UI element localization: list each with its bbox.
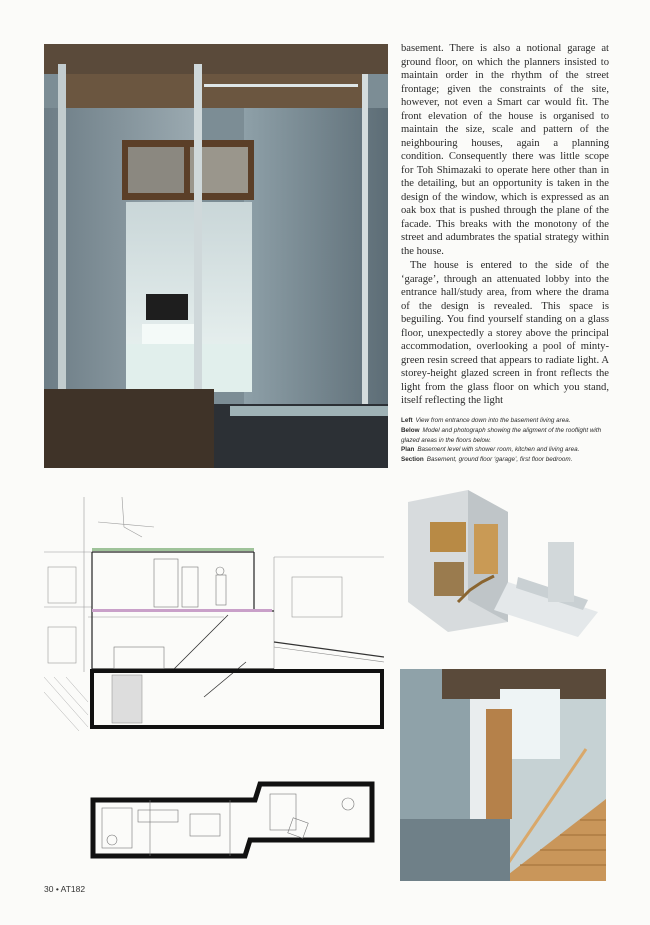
captions [401, 416, 611, 465]
body-paragraph: basement. There is also a notional garage at ground floor, on which the planners insisted to maintain order in the rhythm of the street frontage; given the constraints of the site, however, not even a Smart car would fit. The front elevation of the house is organised to maintain the size, scale and pattern of the neighbouring houses, again a planning condition. Consequently there was little scope for Toh Shimazaki to operate here other than in the detailing, but an opportunity is taken in the design of the window, which is expressed as an oak box that is pushed through the plane of the facade. This breaks with the monotony of the street and adumbrates the spatial strategy within the house. [401, 43, 609, 257]
caption-below: Below Model and photograph showing the aligment of the rooflight with glazed areas in the floors below. [401, 426, 602, 444]
caption-left: Left View from entrance down into the basement living area. [401, 417, 571, 424]
photo-model [398, 482, 606, 642]
body-paragraph: The house is entered to the side of the ‘garage’, through an attenuated lobby into the entrance hall/study area, from where the drama of the design is revealed. This space is beguiling. You find yourself standing on a glass floor, unexpectedly a storey above the principal accommodation, overlooking a pool of minty-green resin screed that appears to radiate light. A storey-height glazed screen in front reflects the light from the glass floor on which you stand, itself reflecting the light [401, 260, 609, 406]
caption-plan: Plan Basement level with shower room, kitchen and living area. [401, 446, 580, 454]
section-drawing [44, 497, 384, 731]
photo-entrance-view [44, 44, 388, 468]
caption-section: Section Basement, ground floor ‘garage’, first floor bedroom. [401, 456, 573, 464]
body-text [401, 42, 609, 408]
photo-stair [400, 669, 606, 881]
page-folio: 30 • AT182 [44, 884, 86, 894]
plan-drawing [90, 780, 376, 860]
